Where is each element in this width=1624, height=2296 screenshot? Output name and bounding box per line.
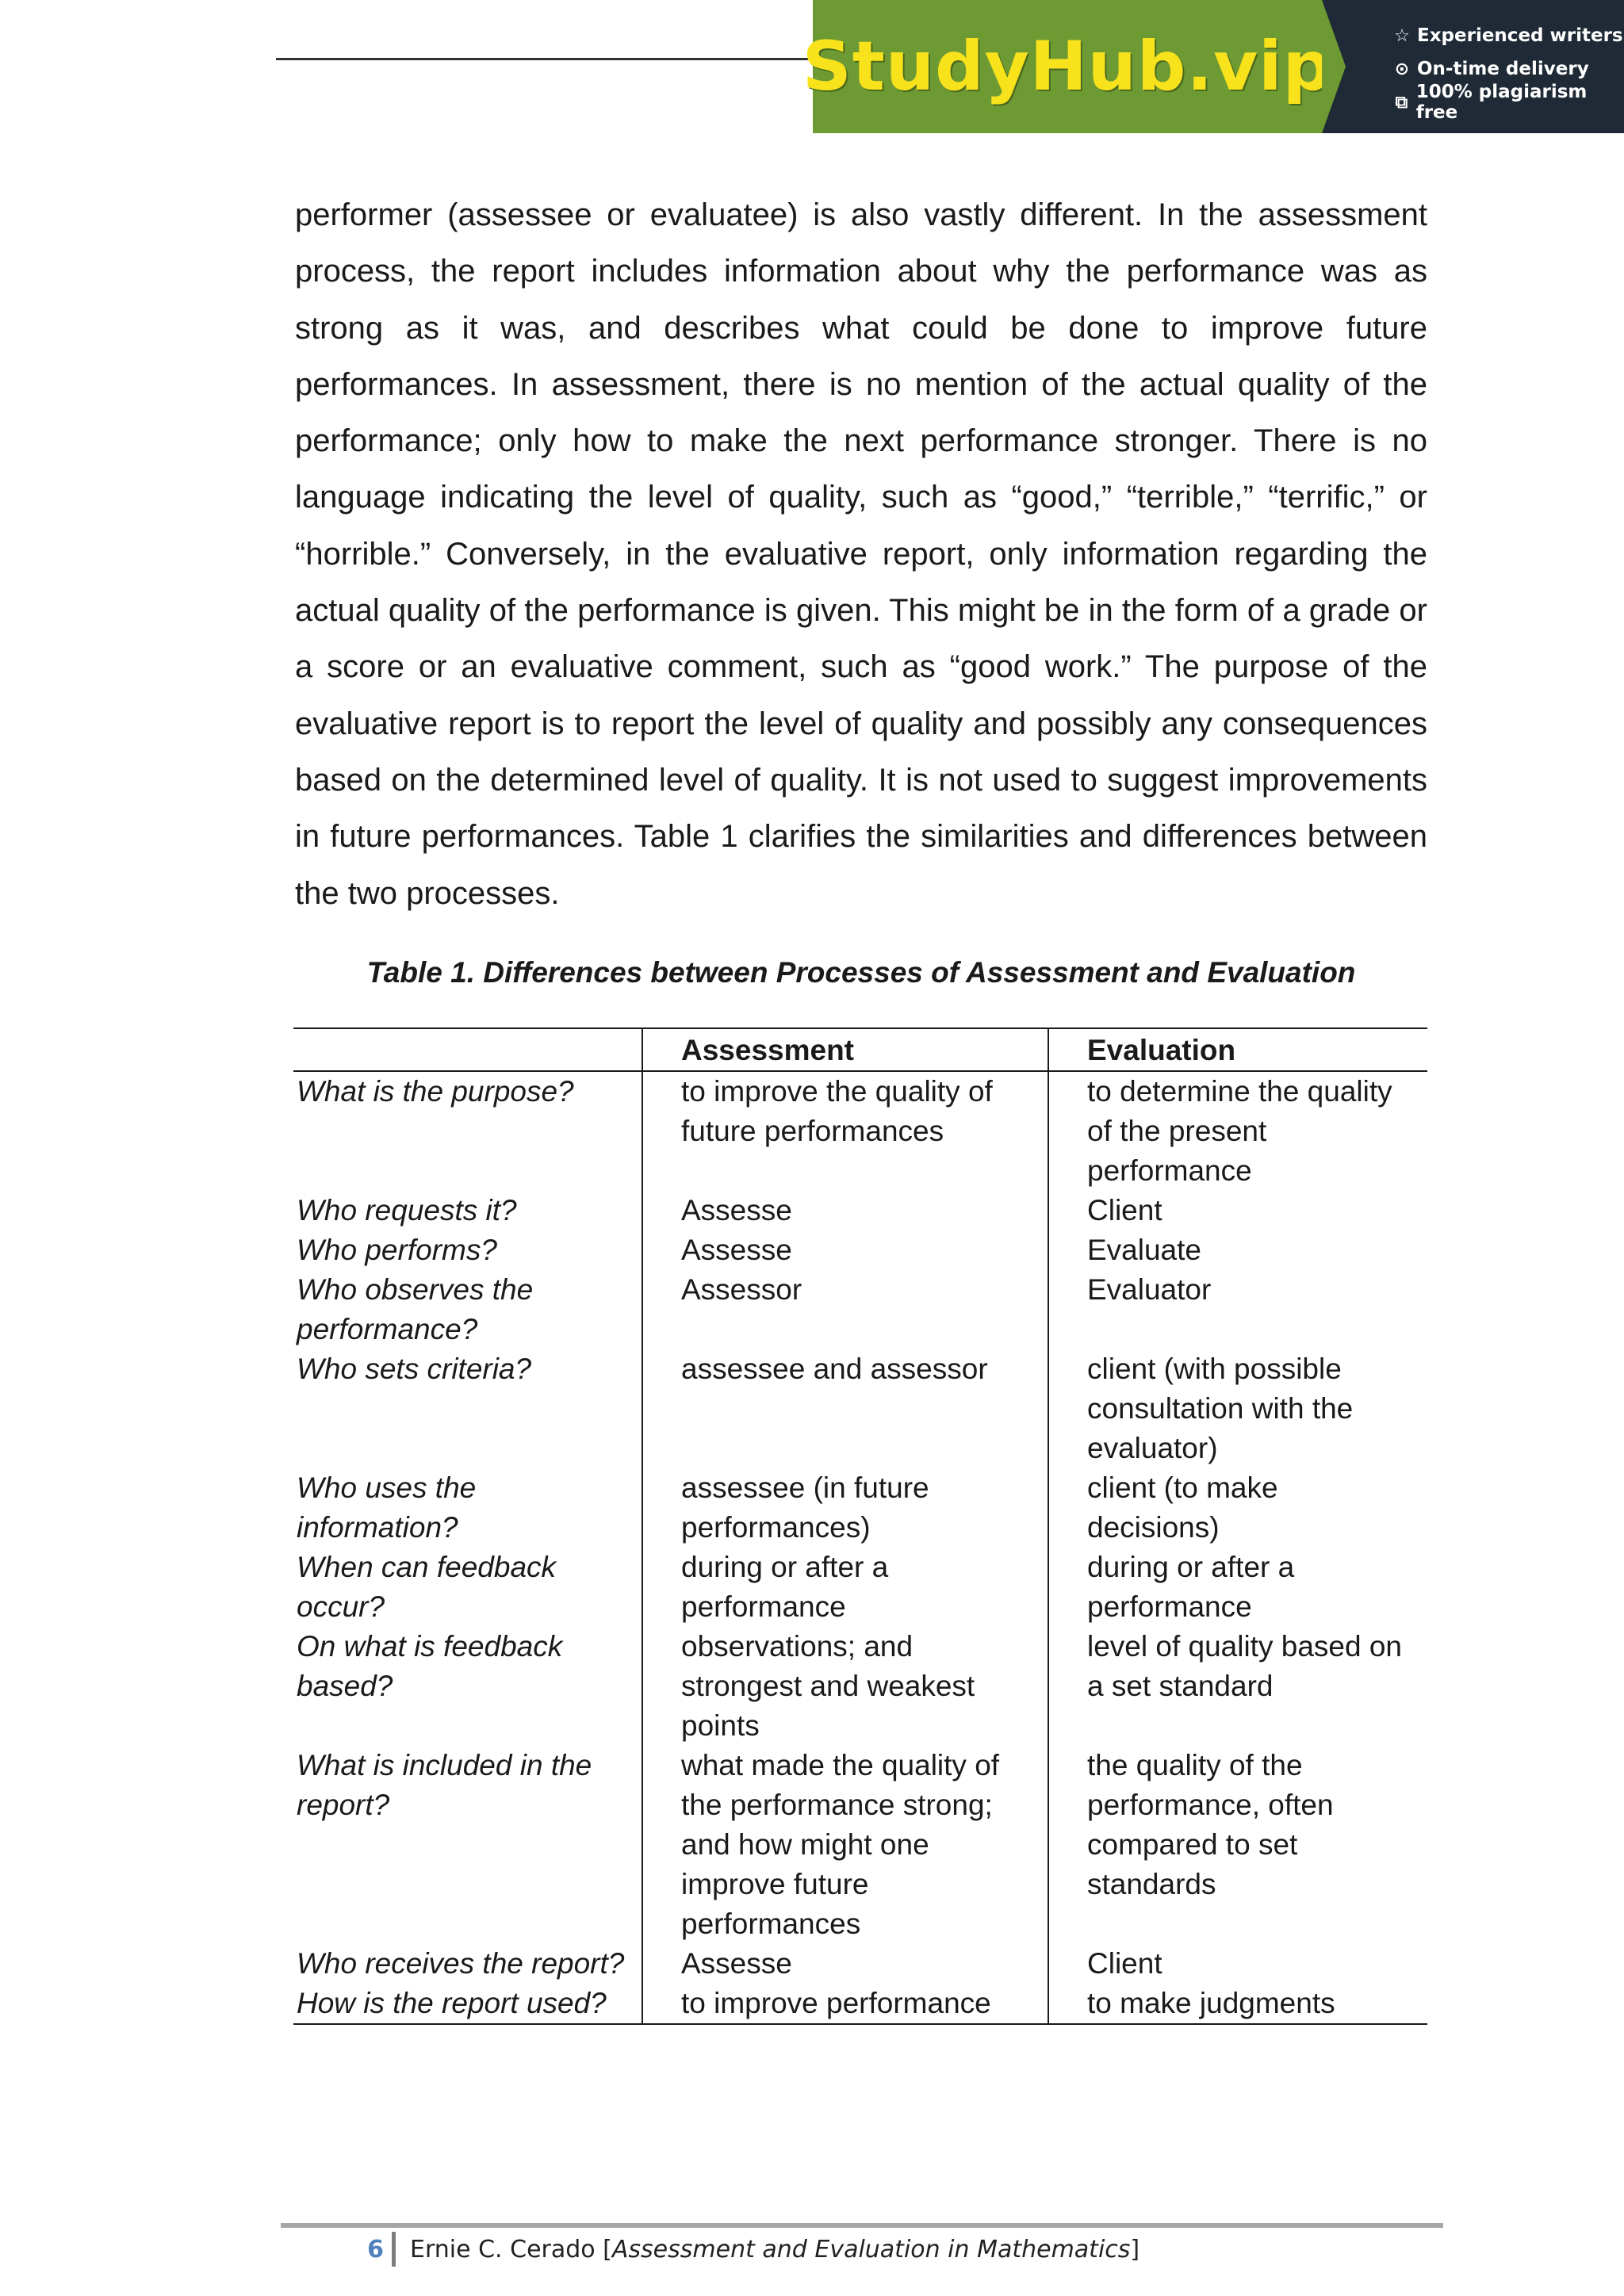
table-row (293, 1746, 1427, 1944)
table-question-cell (293, 1349, 642, 1468)
feature-label: 100% plagiarism free (1415, 82, 1588, 123)
table-question-cell (293, 1230, 642, 1270)
page-footer (281, 2229, 1139, 2269)
table-question-cell (293, 1468, 642, 1548)
page-number: 6 (367, 2235, 384, 2263)
cell-line: during or after a (1087, 1551, 1295, 1583)
table-evaluation-cell (1048, 1468, 1427, 1548)
table-assessment-cell (642, 1071, 1048, 1191)
table-question-cell (293, 1191, 642, 1230)
table-row (293, 1349, 1427, 1468)
cell-line: assessee and assessor (681, 1353, 988, 1385)
cell-line: the performance strong; (681, 1789, 993, 1821)
table-assessment-cell (642, 1230, 1048, 1270)
body-paragraph: performer (assessee or evaluatee) is also vastly different. In the assessment process, the report includes information about why the performance was as strong as it was, and describes what could be done to improve future performances. In assessment, there is no mention of the actual quality of the performance; only how to make the next performance stronger. There is no language indicating the level of quality, such as “good,” “terrible,” “terrific,” or “horrible.” Conversely, in the evaluative report, only information regarding the actual quality of the performance is given. This might be in the form of a grade or a score or an evaluative comment, such as “good work.” The purpose of the evaluative report is to report the level of quality and possibly any consequences based on the determined level of quality. It is not used to suggest improvements in future performances. Table 1 clarifies the similarities and differences between the two processes. (295, 197, 1427, 911)
cell-line: strongest and weakest (681, 1670, 975, 1702)
footer-author: Ernie C. Cerado [ (410, 2235, 612, 2263)
table-evaluation-cell (1048, 1984, 1427, 2024)
feature-item (1392, 82, 1624, 123)
cell-line: client (with possible (1087, 1353, 1342, 1385)
table-row (293, 1627, 1427, 1746)
table-question-cell (293, 1270, 642, 1349)
cell-line: future performances (681, 1115, 944, 1147)
cell-line: to improve the quality of (681, 1075, 993, 1108)
table-row (293, 1944, 1427, 1984)
feature-list (1322, 0, 1624, 133)
table-row (293, 1548, 1427, 1627)
table-evaluation-cell (1048, 1548, 1427, 1627)
feature-item (1392, 52, 1624, 86)
cell-line: consultation with the (1087, 1392, 1354, 1425)
comparison-table (293, 1027, 1427, 2025)
table-assessment-cell (642, 1627, 1048, 1746)
footer-book-title: Assessment and Evaluation in Mathematics (611, 2235, 1131, 2263)
cell-line: of the present (1087, 1115, 1267, 1147)
table-question-cell (293, 1746, 642, 1944)
cell-line: to determine the quality (1087, 1075, 1392, 1108)
footer-closing: ] (1130, 2235, 1140, 2263)
cell-line: what made the quality of (681, 1749, 1000, 1781)
feature-label: Experienced writers (1417, 25, 1623, 46)
table-header-row (293, 1028, 1427, 1071)
copy-icon: ⧉ (1395, 92, 1408, 113)
table-evaluation-cell (1048, 1230, 1427, 1270)
cell-line: to make judgments (1087, 1987, 1335, 2019)
cell-line: How is the report used? (297, 1987, 607, 2019)
table-evaluation-cell (1048, 1627, 1427, 1746)
cell-line: decisions) (1087, 1511, 1220, 1544)
table-assessment-cell (642, 1984, 1048, 2024)
table-assessment-cell (642, 1270, 1048, 1349)
cell-line: Client (1087, 1947, 1162, 1980)
table-evaluation-cell (1048, 1944, 1427, 1984)
cell-line: points (681, 1709, 760, 1742)
cell-line: based? (297, 1670, 393, 1702)
cell-line: performances (681, 1908, 861, 1940)
table-row (293, 1191, 1427, 1230)
studyhub-banner[interactable] (802, 0, 1624, 133)
cell-line: On what is feedback (297, 1630, 563, 1663)
table-evaluation-cell (1048, 1746, 1427, 1944)
cell-line: performance (1087, 1590, 1252, 1623)
table-assessment-cell (642, 1944, 1048, 1984)
table-evaluation-cell (1048, 1191, 1427, 1230)
table-question-cell (293, 1627, 642, 1746)
cell-line: performances) (681, 1511, 871, 1544)
cell-line: assessee (in future (681, 1471, 929, 1504)
header-empty (293, 1028, 642, 1071)
header-assessment: Assessment (642, 1028, 1048, 1071)
table-assessment-cell (642, 1746, 1048, 1944)
cell-line: to improve performance (681, 1987, 991, 2019)
table-row (293, 1230, 1427, 1270)
table-evaluation-cell (1048, 1349, 1427, 1468)
table-question-cell (293, 1548, 642, 1627)
table-row (293, 1270, 1427, 1349)
table-evaluation-cell (1048, 1071, 1427, 1191)
brand-logo: StudyHub.vip (802, 27, 1333, 106)
footer-rule (281, 2223, 1443, 2228)
table-evaluation-cell (1048, 1270, 1427, 1349)
table-assessment-cell (642, 1349, 1048, 1468)
table-assessment-cell (642, 1191, 1048, 1230)
header-evaluation: Evaluation (1048, 1028, 1427, 1071)
footer-separator (392, 2232, 396, 2267)
cell-line: Assesse (681, 1194, 792, 1226)
cell-line: during or after a (681, 1551, 889, 1583)
cell-line: Evaluator (1087, 1273, 1212, 1306)
cell-line: Evaluate (1087, 1234, 1201, 1266)
cell-line: occur? (297, 1590, 385, 1623)
feature-item (1392, 19, 1624, 52)
table-row (293, 1071, 1427, 1191)
cell-line: the quality of the (1087, 1749, 1303, 1781)
star-icon: ☆ (1394, 25, 1410, 46)
cell-line: a set standard (1087, 1670, 1274, 1702)
cell-line: compared to set (1087, 1828, 1298, 1861)
cell-line: evaluator) (1087, 1432, 1218, 1464)
cell-line: Who sets criteria? (297, 1353, 532, 1385)
cell-line: report? (297, 1789, 390, 1821)
cell-line: Who receives the report? (297, 1947, 625, 1980)
cell-line: standards (1087, 1868, 1216, 1900)
cell-line: Assesse (681, 1947, 792, 1980)
cell-line: Client (1087, 1194, 1162, 1226)
table-assessment-cell (642, 1548, 1048, 1627)
cell-line: client (to make (1087, 1471, 1278, 1504)
cell-line: observations; and (681, 1630, 914, 1663)
cell-line: What is the purpose? (297, 1075, 574, 1108)
cell-line: What is included in the (297, 1749, 592, 1781)
table-row (293, 1468, 1427, 1548)
cell-line: Who observes the (297, 1273, 534, 1306)
cell-line: performance, often (1087, 1789, 1334, 1821)
cell-line: When can feedback (297, 1551, 557, 1583)
cell-line: Assessor (681, 1273, 802, 1306)
table-assessment-cell (642, 1468, 1048, 1548)
cell-line: Assesse (681, 1234, 792, 1266)
feature-label: On-time delivery (1417, 59, 1589, 79)
cell-line: information? (297, 1511, 458, 1544)
cell-line: improve future (681, 1868, 869, 1900)
table-question-cell (293, 1984, 642, 2024)
cell-line: Who performs? (297, 1234, 497, 1266)
cell-line: performance? (297, 1313, 478, 1345)
cell-line: performance (681, 1590, 846, 1623)
cell-line: level of quality based on (1087, 1630, 1402, 1663)
header-rule (276, 58, 815, 60)
cell-line: Who uses the (297, 1471, 477, 1504)
clock-icon: ⊙ (1394, 59, 1410, 79)
cell-line: performance (1087, 1154, 1252, 1187)
table-question-cell (293, 1944, 642, 1984)
brand-panel (802, 0, 1333, 133)
cell-line: Who requests it? (297, 1194, 517, 1226)
table-question-cell (293, 1071, 642, 1191)
cell-line: and how might one (681, 1828, 929, 1861)
table-row (293, 1984, 1427, 2024)
table-caption: Table 1. Differences between Processes of Assessment and Evaluation (366, 956, 1356, 989)
table-body (293, 1071, 1427, 2024)
